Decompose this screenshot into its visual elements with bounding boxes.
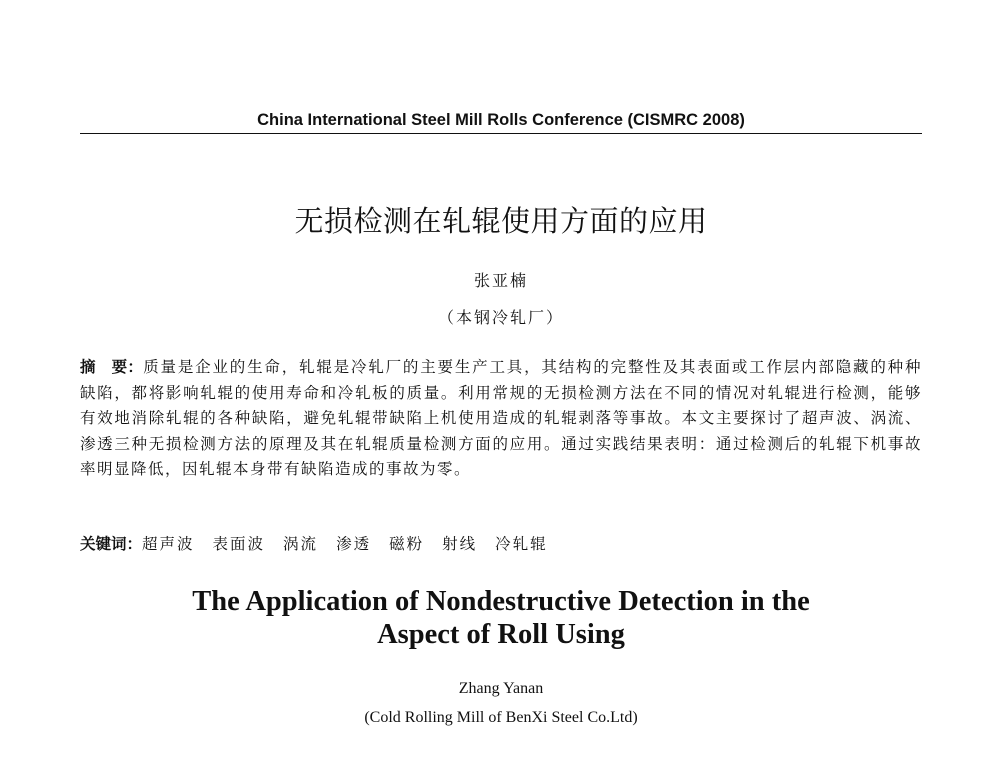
- english-title: [60, 585, 942, 651]
- header-rule: [80, 133, 922, 134]
- keyword: 超声波: [142, 535, 195, 553]
- chinese-abstract: [80, 355, 922, 483]
- keyword: 冷轧辊: [495, 535, 548, 553]
- keyword: 渗透: [336, 535, 372, 553]
- conference-header: China International Steel Mill Rolls Conference (CISMRC 2008): [257, 111, 745, 129]
- english-author: Zhang Yanan: [458, 680, 544, 697]
- english-title-line-1: The Application of Nondestructive Detection in the: [192, 586, 810, 617]
- keyword: 涡流: [283, 535, 319, 553]
- english-affiliation: (Cold Rolling Mill of BenXi Steel Co.Ltd): [364, 709, 638, 726]
- abstract-label: 摘 要：: [80, 358, 144, 376]
- keyword: 表面波: [212, 535, 266, 553]
- keyword: 磁粉: [389, 535, 425, 553]
- keyword: 射线: [442, 535, 478, 553]
- chinese-author: 张亚楠: [473, 271, 528, 290]
- chinese-title: 无损检测在轧辊使用方面的应用: [294, 204, 708, 238]
- keywords-label: 关键词：: [80, 535, 143, 553]
- chinese-keywords: [80, 532, 922, 556]
- english-title-line-2: Aspect of Roll Using: [377, 619, 625, 650]
- chinese-affiliation: （本钢冷轧厂）: [437, 308, 564, 327]
- abstract-text: 质量是企业的生命，轧辊是冷轧厂的主要生产工具，其结构的完整性及其表面或工作层内部隐藏的种种缺陷，都将影响轧辊的使用寿命和冷轧板的质量。利用常规的无损检测方法在不同的情况对轧辊进行检测，能够有效地消除轧辊的各种缺陷，避免轧辊带缺陷上机使用造成的轧辊剥落等事故。本文主要探讨了超声波、涡流、渗透三种无损检测方法的原理及其在轧辊质量检测方面的应用。通过实践结果表明：通过检测后的轧辊下机事故率明显降低，因轧辊本身带有缺陷造成的事故为零。: [80, 358, 922, 479]
